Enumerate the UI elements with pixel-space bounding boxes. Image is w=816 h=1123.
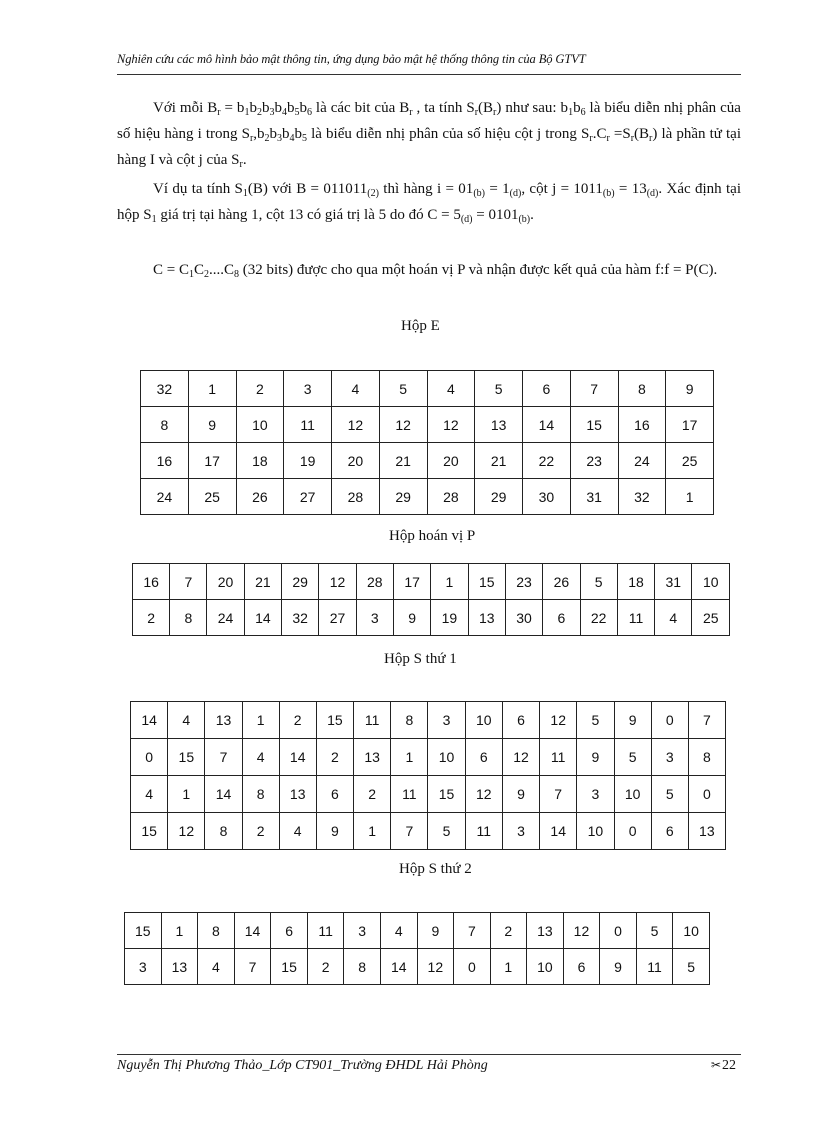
- table-cell: 1: [431, 564, 468, 600]
- table-cell: 17: [188, 443, 236, 479]
- table-row: [131, 813, 726, 850]
- table-cell: 8: [618, 371, 666, 407]
- table-cell: 16: [133, 564, 170, 600]
- table-cell: 26: [543, 564, 580, 600]
- table-cell: 15: [125, 913, 162, 949]
- table-cell: 13: [279, 776, 316, 813]
- table-cell: 9: [316, 813, 353, 850]
- table-cell: 24: [618, 443, 666, 479]
- table-row: [133, 600, 730, 636]
- table-cell: 0: [651, 702, 688, 739]
- table-cell: 8: [344, 949, 380, 985]
- table-cell: 12: [168, 813, 205, 850]
- table-cell: 5: [428, 813, 465, 850]
- paragraph-example: Ví dụ ta tính $S_1(B)$ với $B = 011011_{(2)}$ thì hàng $i = 01_{(b)} = 1_{(d)}$, cột $j = 1011_{(b)} = 13_{(d)}$. Xác định tại hộp $S_1$ giá trị tại hàng 1, cột 13 có giá trị là 5 do đó $C = 5_{(d)} = 0101_{(b)}$.: [117, 181, 741, 225]
- table-cell: 32: [618, 479, 666, 515]
- table-cell: 10: [236, 407, 284, 443]
- table-cell: 8: [198, 913, 234, 949]
- table-cell: 24: [141, 479, 189, 515]
- table-cell: 8: [391, 702, 428, 739]
- table-cell: 12: [332, 407, 380, 443]
- table-cell: 1: [490, 949, 526, 985]
- table-cell: 15: [468, 564, 505, 600]
- table-row: [141, 407, 714, 443]
- table-cell: 0: [614, 813, 651, 850]
- table-cell: 21: [244, 564, 281, 600]
- table-cell: 4: [332, 371, 380, 407]
- table-cell: 15: [570, 407, 618, 443]
- table-cell: 1: [242, 702, 279, 739]
- table-cell: 14: [131, 702, 168, 739]
- table-row: [141, 371, 714, 407]
- table-cell: 10: [673, 913, 710, 949]
- table-cell: 6: [563, 949, 600, 985]
- table-cell: 22: [580, 600, 617, 636]
- table-cell: 5: [379, 371, 427, 407]
- header-divider: [117, 74, 741, 75]
- table-cell: 4: [380, 913, 417, 949]
- table-cell: 8: [242, 776, 279, 813]
- table-cell: 9: [188, 407, 236, 443]
- table-cell: 6: [316, 776, 353, 813]
- table-cell: 20: [207, 564, 244, 600]
- table-cell: 13: [354, 739, 391, 776]
- table-row: [141, 479, 714, 515]
- table-cell: 1: [391, 739, 428, 776]
- table-cell: 10: [428, 739, 465, 776]
- table-cell: 7: [170, 564, 207, 600]
- table-cell: 26: [236, 479, 284, 515]
- table-cell: 8: [170, 600, 207, 636]
- page-footer: Nguyễn Thị Phương Thảo_Lớp CT901_Trường ĐHDL Hải Phòng: [117, 1058, 488, 1073]
- table-cell: 14: [523, 407, 571, 443]
- table-cell: 14: [234, 913, 271, 949]
- table-cell: 6: [543, 600, 580, 636]
- table-cell: 14: [540, 813, 577, 850]
- table-cell: 15: [271, 949, 308, 985]
- table-cell: 5: [580, 564, 617, 600]
- table-cell: 2: [316, 739, 353, 776]
- table-cell: 5: [636, 913, 673, 949]
- table-cell: 12: [427, 407, 475, 443]
- table-cell: 31: [570, 479, 618, 515]
- caption-box-s2: Hộp S thứ 2: [399, 861, 472, 877]
- table-cell: 13: [205, 702, 242, 739]
- table-row: [131, 739, 726, 776]
- table-cell: 11: [617, 600, 654, 636]
- table-cell: 6: [651, 813, 688, 850]
- table-cell: 13: [527, 913, 564, 949]
- page-number: ✂22: [710, 1058, 736, 1073]
- table-cell: 14: [279, 739, 316, 776]
- table-cell: 6: [523, 371, 571, 407]
- table-cell: 8: [205, 813, 242, 850]
- table-cell: 11: [307, 913, 344, 949]
- table-cell: 5: [577, 702, 614, 739]
- table-cell: 13: [475, 407, 523, 443]
- table-cell: 5: [614, 739, 651, 776]
- scissors-icon: ✂: [710, 1058, 721, 1072]
- table-cell: 11: [284, 407, 332, 443]
- table-cell: 22: [523, 443, 571, 479]
- table-cell: 10: [614, 776, 651, 813]
- table-cell: 2: [133, 600, 170, 636]
- table-cell: 5: [673, 949, 710, 985]
- table-cell: 10: [577, 813, 614, 850]
- table-cell: 4: [279, 813, 316, 850]
- table-cell: 13: [161, 949, 198, 985]
- table-box-e: [140, 370, 714, 515]
- table-cell: 25: [666, 443, 714, 479]
- footer-divider: [117, 1054, 741, 1055]
- table-cell: 25: [188, 479, 236, 515]
- table-cell: 24: [207, 600, 244, 636]
- table-cell: 31: [655, 564, 692, 600]
- table-box-p: [132, 563, 730, 636]
- table-cell: 0: [131, 739, 168, 776]
- table-cell: 7: [540, 776, 577, 813]
- table-cell: 30: [523, 479, 571, 515]
- table-cell: 3: [284, 371, 332, 407]
- table-cell: 3: [577, 776, 614, 813]
- table-cell: 3: [651, 739, 688, 776]
- caption-box-e: Hộp E: [401, 318, 440, 334]
- table-cell: 12: [502, 739, 539, 776]
- caption-box-s1: Hộp S thứ 1: [384, 651, 457, 667]
- table-cell: 21: [379, 443, 427, 479]
- table-cell: 13: [688, 813, 725, 850]
- table-cell: 4: [655, 600, 692, 636]
- table-cell: 7: [205, 739, 242, 776]
- table-cell: 4: [131, 776, 168, 813]
- table-cell: 23: [570, 443, 618, 479]
- table-cell: 27: [284, 479, 332, 515]
- caption-box-p: Hộp hoán vị P: [389, 528, 476, 544]
- table-cell: 19: [284, 443, 332, 479]
- table-cell: 1: [354, 813, 391, 850]
- table-cell: 6: [502, 702, 539, 739]
- table-cell: 17: [666, 407, 714, 443]
- table-cell: 10: [527, 949, 564, 985]
- table-cell: 11: [354, 702, 391, 739]
- table-cell: 3: [356, 600, 393, 636]
- table-box-s1: [130, 701, 726, 850]
- table-cell: 1: [161, 913, 198, 949]
- table-cell: 18: [236, 443, 284, 479]
- table-cell: 28: [356, 564, 393, 600]
- table-cell: 6: [465, 739, 502, 776]
- table-cell: 3: [502, 813, 539, 850]
- table-row: [125, 913, 710, 949]
- table-cell: 11: [540, 739, 577, 776]
- table-cell: 2: [279, 702, 316, 739]
- table-cell: 8: [688, 739, 725, 776]
- table-cell: 15: [131, 813, 168, 850]
- table-cell: 14: [244, 600, 281, 636]
- table-cell: 2: [354, 776, 391, 813]
- table-cell: 18: [617, 564, 654, 600]
- table-cell: 10: [692, 564, 730, 600]
- table-cell: 23: [505, 564, 542, 600]
- table-cell: 7: [688, 702, 725, 739]
- table-cell: 8: [141, 407, 189, 443]
- table-cell: 1: [188, 371, 236, 407]
- table-cell: 12: [379, 407, 427, 443]
- table-cell: 0: [600, 913, 636, 949]
- table-box-s2: [124, 912, 710, 985]
- table-cell: 11: [391, 776, 428, 813]
- table-cell: 2: [490, 913, 526, 949]
- table-cell: 9: [502, 776, 539, 813]
- table-cell: 28: [427, 479, 475, 515]
- table-cell: 7: [391, 813, 428, 850]
- table-cell: 4: [242, 739, 279, 776]
- table-cell: 9: [393, 600, 430, 636]
- table-cell: 5: [475, 371, 523, 407]
- table-cell: 29: [282, 564, 319, 600]
- table-cell: 7: [234, 949, 271, 985]
- table-cell: 29: [379, 479, 427, 515]
- table-cell: 2: [242, 813, 279, 850]
- table-cell: 14: [205, 776, 242, 813]
- table-cell: 7: [454, 913, 490, 949]
- table-cell: 0: [454, 949, 490, 985]
- table-cell: 21: [475, 443, 523, 479]
- table-cell: 7: [570, 371, 618, 407]
- table-cell: 15: [428, 776, 465, 813]
- table-cell: 9: [417, 913, 454, 949]
- table-cell: 11: [465, 813, 502, 850]
- table-cell: 15: [316, 702, 353, 739]
- table-cell: 32: [141, 371, 189, 407]
- table-cell: 30: [505, 600, 542, 636]
- table-cell: 9: [666, 371, 714, 407]
- table-cell: 27: [319, 600, 356, 636]
- table-cell: 13: [468, 600, 505, 636]
- table-cell: 12: [540, 702, 577, 739]
- table-cell: 3: [428, 702, 465, 739]
- table-cell: 1: [168, 776, 205, 813]
- table-cell: 3: [344, 913, 380, 949]
- table-cell: 17: [393, 564, 430, 600]
- table-row: [131, 776, 726, 813]
- table-cell: 9: [614, 702, 651, 739]
- table-cell: 20: [427, 443, 475, 479]
- table-cell: 4: [168, 702, 205, 739]
- table-cell: 4: [198, 949, 234, 985]
- paragraph-permutation: $C = C_1C_2....C_8$ (32 bits) được cho qua một hoán vị P và nhận được kết quả của hàm f:f = P(C).: [153, 262, 718, 280]
- table-cell: 1: [666, 479, 714, 515]
- table-row: [125, 949, 710, 985]
- table-cell: 12: [417, 949, 454, 985]
- table-cell: 3: [125, 949, 162, 985]
- table-cell: 15: [168, 739, 205, 776]
- table-cell: 12: [465, 776, 502, 813]
- table-cell: 11: [636, 949, 673, 985]
- table-cell: 16: [141, 443, 189, 479]
- table-cell: 20: [332, 443, 380, 479]
- table-cell: 6: [271, 913, 308, 949]
- table-cell: 29: [475, 479, 523, 515]
- table-cell: 9: [577, 739, 614, 776]
- table-cell: 4: [427, 371, 475, 407]
- table-row: [131, 702, 726, 739]
- table-cell: 25: [692, 600, 730, 636]
- table-cell: 9: [600, 949, 636, 985]
- table-cell: 5: [651, 776, 688, 813]
- table-row: [133, 564, 730, 600]
- table-row: [141, 443, 714, 479]
- table-cell: 16: [618, 407, 666, 443]
- table-cell: 14: [380, 949, 417, 985]
- table-cell: 12: [563, 913, 600, 949]
- table-cell: 32: [282, 600, 319, 636]
- table-cell: 12: [319, 564, 356, 600]
- table-cell: 28: [332, 479, 380, 515]
- table-cell: 10: [465, 702, 502, 739]
- page-header: Nghiên cứu các mô hình bảo mật thông tin, ứng dụng bảo mật hệ thống thông tin của Bộ GTVT: [117, 52, 586, 66]
- table-cell: 0: [688, 776, 725, 813]
- table-cell: 19: [431, 600, 468, 636]
- paragraph-sbox-explanation: Với mỗi $B_r = b_1b_2b_3b_4b_5b_6$ là các bit của $B_r$ , ta tính $S_r(B_r)$ như sau: $b_1b_6$ là biểu diễn nhị phân của số hiệu hàng i trong $S_r,b_2b_3b_4b_5$ là biểu diễn nhị phân của số hiệu cột j trong $S_r.C_r =S_r(B_r)$ là phần tử tại hàng I và cột j của $S_r$.: [117, 100, 741, 170]
- table-cell: 2: [236, 371, 284, 407]
- table-cell: 2: [307, 949, 344, 985]
